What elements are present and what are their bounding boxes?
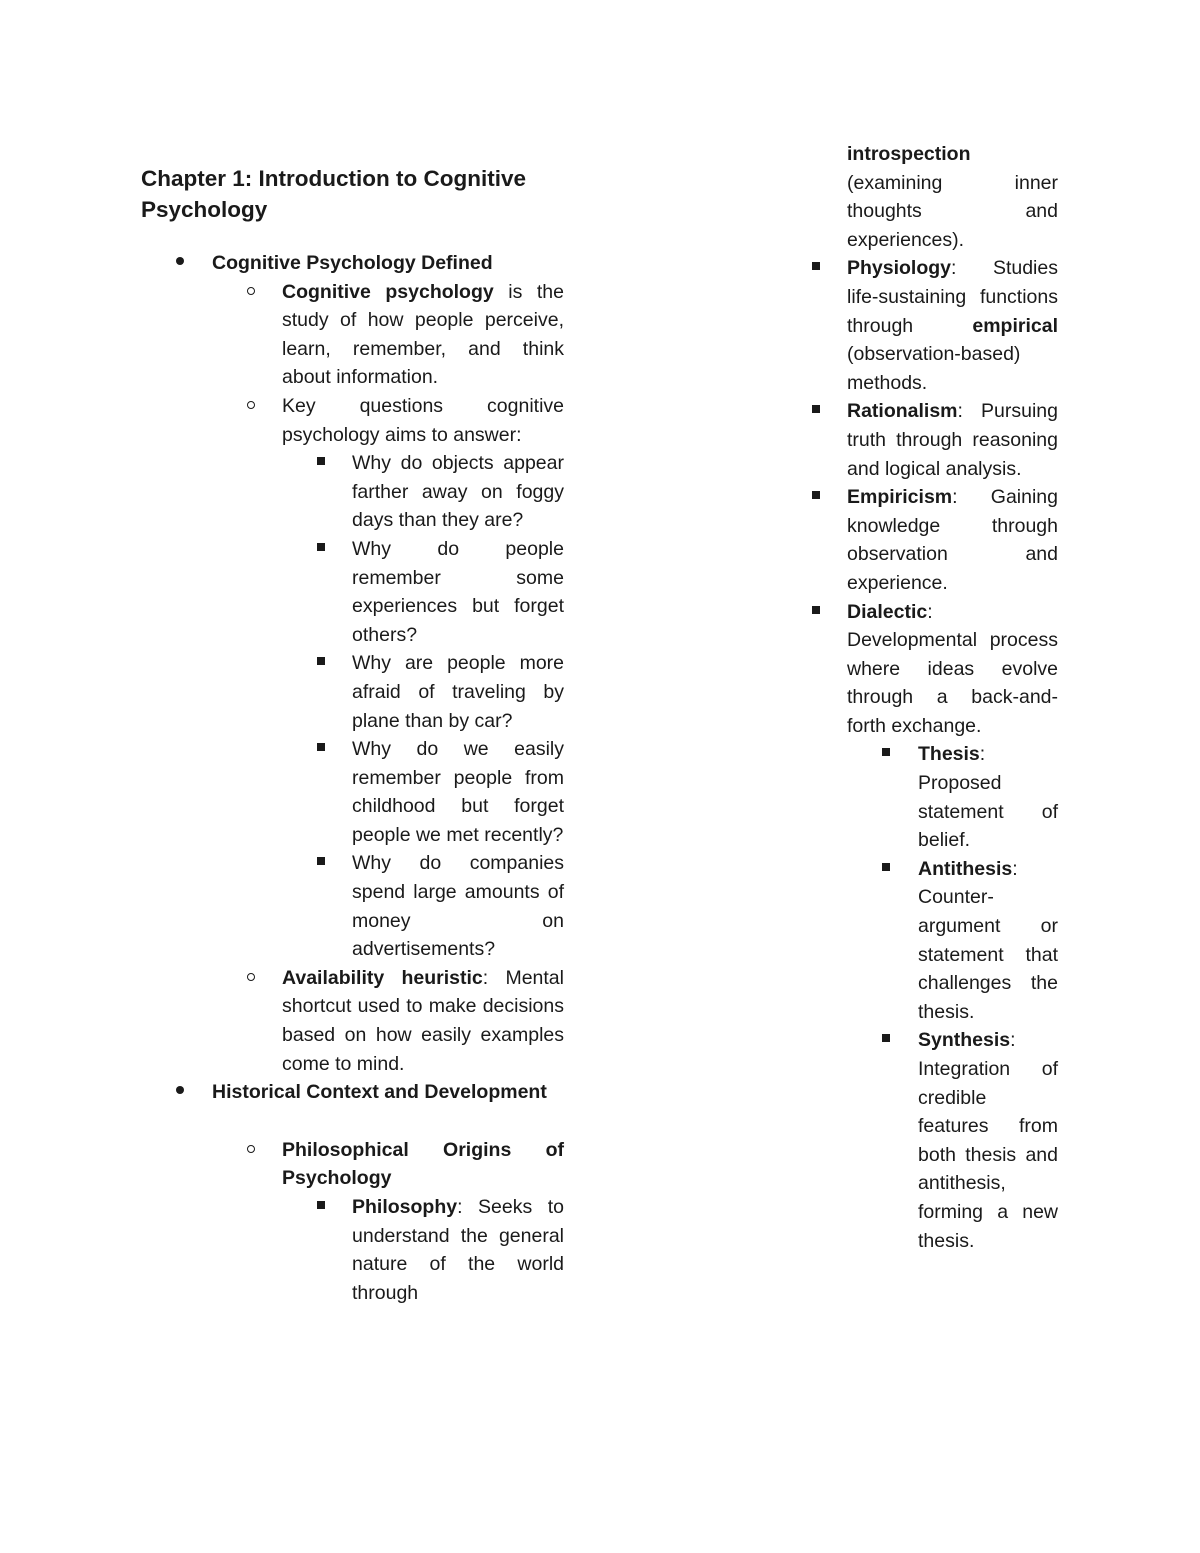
bullet-square-icon bbox=[882, 1026, 890, 1055]
bullet-circle-icon bbox=[247, 278, 255, 307]
list-item-key-questions bbox=[141, 392, 564, 449]
bullet-disc-icon bbox=[176, 249, 184, 278]
question-item: Why are people more afraid of traveling by plane than by car? bbox=[141, 649, 564, 735]
key-questions-intro: Key questions cognitive psychology aims to answer: bbox=[282, 394, 564, 446]
section-heading-history: Historical Context and Development bbox=[212, 1081, 547, 1104]
bullet-square-icon bbox=[317, 1193, 325, 1222]
subsection-heading-origins: Philosophical Origins of Psychology bbox=[282, 1138, 564, 1190]
list-item-physiology: Physiology: Studies life-sustaining functions through empirical (observation-based) methods. bbox=[810, 254, 1058, 397]
list-item-history bbox=[141, 1078, 564, 1107]
right-column bbox=[810, 140, 1058, 1255]
section-heading-defined: Cognitive Psychology Defined bbox=[212, 252, 493, 274]
left-column bbox=[141, 140, 564, 1307]
bullet-circle-icon bbox=[247, 964, 255, 993]
bullet-square-icon bbox=[812, 254, 820, 283]
bullet-square-icon bbox=[317, 449, 325, 478]
bullet-square-icon bbox=[882, 740, 890, 769]
bullet-circle-icon bbox=[247, 1136, 255, 1165]
question-item: Why do people remember some experiences but forget others? bbox=[141, 535, 564, 649]
list-item-availability-heuristic: Availability heuristic: Mental shortcut used to make decisions based on how easily examples come to mind. bbox=[141, 964, 564, 1078]
bullet-square-icon bbox=[812, 598, 820, 627]
bullet-square-icon bbox=[317, 649, 325, 678]
definition-text: is the study of how people perceive, learn, remember, and think about information. bbox=[282, 280, 564, 389]
list-item-antithesis: Antithesis: Counter-argument or statement that challenges the thesis. bbox=[810, 855, 1058, 1027]
term-philosophy: Philosophy bbox=[352, 1196, 458, 1218]
term-availability-heuristic: Availability heuristic bbox=[282, 966, 483, 989]
list-item-philosophy: Philosophy: Seeks to understand the general nature of the world through bbox=[141, 1193, 564, 1307]
list-item-rationalism: Rationalism: Pursuing truth through reasoning and logical analysis. bbox=[810, 397, 1058, 483]
page-title: Chapter 1: Introduction to Cognitive Psychology bbox=[141, 166, 526, 222]
bullet-square-icon bbox=[317, 849, 325, 878]
bullet-square-icon bbox=[812, 397, 820, 426]
term-empiricism: Empiricism bbox=[847, 486, 953, 509]
list-item-origins bbox=[141, 1136, 564, 1193]
term-thesis: Thesis bbox=[918, 743, 980, 766]
question-item: Why do we easily remember people from childhood but forget people we met recently? bbox=[141, 735, 564, 849]
spacer bbox=[141, 1107, 564, 1136]
bullet-square-icon bbox=[812, 483, 820, 512]
emphasis-empirical: empirical bbox=[972, 314, 1058, 337]
term-cognitive-psychology: Cognitive psychology bbox=[282, 280, 494, 303]
philosophy-continued: introspection (examining inner thoughts and experiences). bbox=[847, 143, 1058, 251]
term-dialectic: Dialectic bbox=[847, 600, 928, 623]
list-item-definition bbox=[141, 278, 564, 392]
list-item-empiricism: Empiricism: Gaining knowledge through observation and experience. bbox=[810, 483, 1058, 597]
bullet-square-icon bbox=[882, 855, 890, 884]
term-synthesis: Synthesis bbox=[918, 1029, 1011, 1052]
bullet-disc-icon bbox=[176, 1078, 184, 1107]
question-item: Why do companies spend large amounts of money on advertisements? bbox=[141, 849, 564, 963]
term-physiology: Physiology bbox=[847, 257, 952, 280]
list-item-defined bbox=[141, 249, 564, 278]
question-item: Why do objects appear farther away on foggy days than they are? bbox=[141, 449, 564, 535]
list-item-thesis: Thesis: Proposed statement of belief. bbox=[810, 740, 1058, 854]
bullet-square-icon bbox=[317, 535, 325, 564]
emphasis-introspection: introspection bbox=[847, 143, 971, 165]
term-antithesis: Antithesis bbox=[918, 857, 1013, 880]
list-item-dialectic: Dialectic: Developmental process where ideas evolve through a back-and-forth exchange. bbox=[810, 598, 1058, 741]
list-item-synthesis: Synthesis: Integration of credible features from both thesis and antithesis, forming a new thesis. bbox=[810, 1026, 1058, 1255]
bullet-circle-icon bbox=[247, 392, 255, 421]
term-rationalism: Rationalism bbox=[847, 400, 958, 423]
bullet-square-icon bbox=[317, 735, 325, 764]
